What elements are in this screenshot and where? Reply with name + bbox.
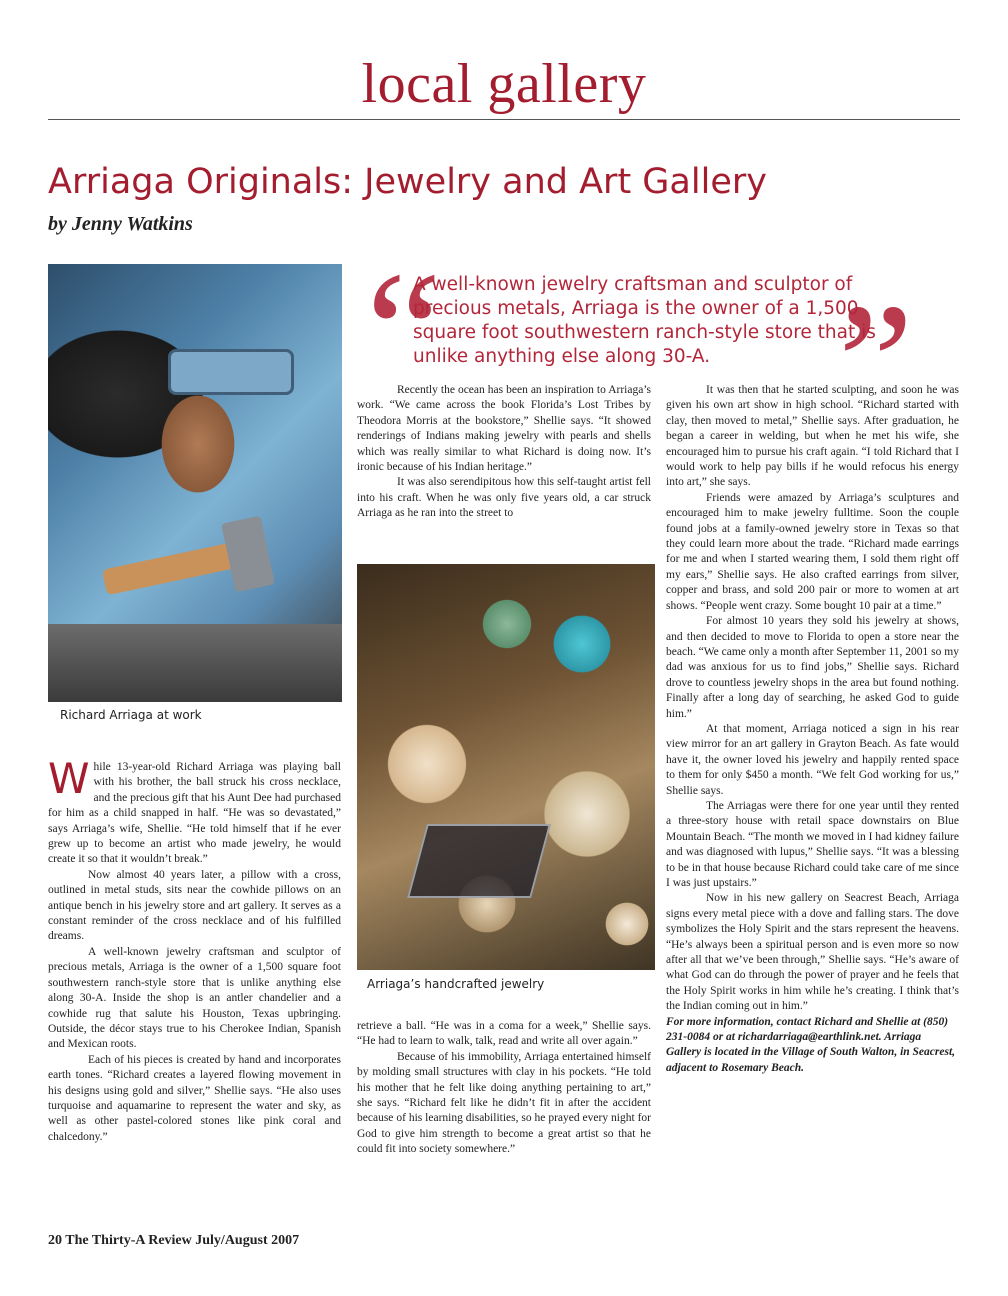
close-quote-icon: ” <box>838 269 914 457</box>
section-title: local gallery <box>361 53 647 115</box>
drop-cap: W <box>48 754 90 803</box>
glass-display-stand <box>407 824 551 898</box>
paragraph: For almost 10 years they sold his jewelry at shows, and then decided to move to Florida to open a store near the beach. “We came only a month after September 11, 2001 so my dad was anxious for us to find jobs,” Shellie says. Richard drove to countless jewelry shops in the area but found nothing. Finally after a long day of searching, he asked God to guide him.” <box>666 615 959 720</box>
column-b-top <box>357 383 651 522</box>
column-c <box>666 383 959 1076</box>
paragraph: Friends were amazed by Arriaga’s sculptures and encouraged him to make jewelry fulltime. Soon the couple found jobs at a family-owned jewelry store in Texas so that they could learn more about the trade. “Richard made earrings for me and when I started wearing them, I sold them right off my ears,” Shellie says. He also crafted earrings from silver, copper and brass, and sold 200 pair or more to women at art shows. “People went crazy. Some bought 10 pair at a time.” <box>666 491 959 612</box>
contact-info: For more information, contact Richard and Shellie at (850) 231-0084 or at richardarriaga@earthlink.net. Arriaga Gallery is located in the Village of South Walton, in Seacrest, adjacent to Rosemary Beach. <box>666 1015 956 1074</box>
portrait-caption: Richard Arriaga at work <box>60 708 202 722</box>
paragraph: Now almost 40 years later, a pillow with a cross, outlined in metal studs, sits near the cowhide pillows on an antique bench in his jewelry store and art gallery. It serves as a constant reminder of the cross necklace and of his fulfilled dreams. <box>48 868 341 943</box>
jewelry-caption: Arriaga’s handcrafted jewelry <box>367 977 545 991</box>
byline: by Jenny Watkins <box>48 213 193 235</box>
magnifier-visor <box>168 349 294 395</box>
column-a <box>48 754 341 1145</box>
article-headline: Arriaga Originals: Jewelry and Art Gallery <box>48 162 767 202</box>
page-footer: 20 The Thirty-A Review July/August 2007 <box>48 1233 300 1248</box>
paragraph: It was also serendipitous how this self-taught artist fell into his craft. When he was only five years old, a car struck Arriaga as he ran into the street to <box>357 476 651 520</box>
jewelry-photo <box>357 564 655 970</box>
column-b-bottom <box>357 1019 651 1158</box>
paragraph: retrieve a ball. “He was in a coma for a week,” Shellie says. “He had to learn to walk, talk, read and write all over again.” <box>357 1020 651 1048</box>
open-quote-icon: “ <box>366 237 442 425</box>
workbench <box>48 624 342 702</box>
title-divider <box>48 119 960 120</box>
hammer-head <box>221 516 275 593</box>
paragraph: Now in his new gallery on Seacrest Beach, Arriaga signs every metal piece with a dove and falling stars. The dove symbolizes the Holy Spirit and the stars represent the heavens. “He’s always been a spiritual person and is even more so now after all that we’ve been through,” Shellie says. “He’s aware of what God can do through the power of prayer and he feels that the Holy Spirit works in him while he’s creating. I think that’s the Indian coming out in him.” <box>666 892 959 1013</box>
paragraph: Recently the ocean has been an inspiration to Arriaga’s work. “We came across the book Florida’s Lost Tribes by Theodora Morris at the bookstore,” Shellie says. “It showed renderings of Indians making jewelry with pearls and shells which was really similar to what Richard is doing now. It’s ironic because of his Indian heritage.” <box>357 384 651 474</box>
paragraph: It was then that he started sculpting, and soon he was given his own art show in high school. “Richard started with clay, then moved to metal,” Shellie says. After graduation, he began a career in welding, but when he met his wife, she encouraged him to pursue his craft again. “I told Richard that I would work to help pay bills if he would refocus his energy into art,” she says. <box>666 384 959 489</box>
paragraph: At that moment, Arriaga noticed a sign in his rear view mirror for an art gallery in Grayton Beach. As fate would have it, the owner loved his jewelry and happily rented space to them for only $450 a month. “We felt God working for us,” Shellie says. <box>666 722 959 797</box>
paragraph: A well-known jewelry craftsman and sculptor of precious metals, Arriaga is the owner of a 1,500 square foot southwestern ranch-style store that is unlike anything else along 30-A. Inside the shop is an antler chandelier and a cowhide rug that salute his Houston, Texas upbringing. Outside, the décor stays true to his Cherokee Indian, Spanish and Mexican roots. <box>48 945 341 1051</box>
paragraph <box>48 754 341 868</box>
paragraph: Each of his pieces is created by hand and incorporates earth tones. “Richard creates a layered flowing movement in his designs using gold and silver,” Shellie says. “He also uses turquoise and aquamarine to represent the water and sky, as well as other pastel-colored stones like pink coral and chalcedony.” <box>48 1053 341 1143</box>
portrait-photo <box>48 264 342 702</box>
pull-quote: A well-known jewelry craftsman and sculptor of precious metals, Arriaga is the owner of a 1,500 square foot southwestern ranch-style store that is unlike anything else along 30-A. <box>413 274 876 367</box>
paragraph: Because of his immobility, Arriaga entertained himself by molding small structures with clay in his pockets. “He told his mother that he felt like doing anything pertaining to art,” she says. “Richard felt like he didn’t fit in after the accident because of his learning disabilities, so he prayed every night for God to give him strength to become a great artist so that he could fit into society somewhere.” <box>357 1050 651 1156</box>
paragraph: The Arriagas were there for one year until they rented a three-story house with retail space downstairs on Blue Mountain Beach. “The month we moved in I had kidney failure and was diagnosed with lupus,” Shellie says. “It was a blessing to be in that house because Richard could take care of me since I was just upstairs.” <box>666 799 959 889</box>
paragraph-text: hile 13-year-old Richard Arriaga was playing ball with his brother, the ball struck his cross necklace, and the precious gift that his Aunt Dee had purchased for him as a child snapped in half. “He was so devastated,” says Arriaga’s wife, Shellie. “He told himself that if he ever grew up to become an artist who made jewelry, he would create it so that it wouldn’t break.” <box>48 761 341 866</box>
